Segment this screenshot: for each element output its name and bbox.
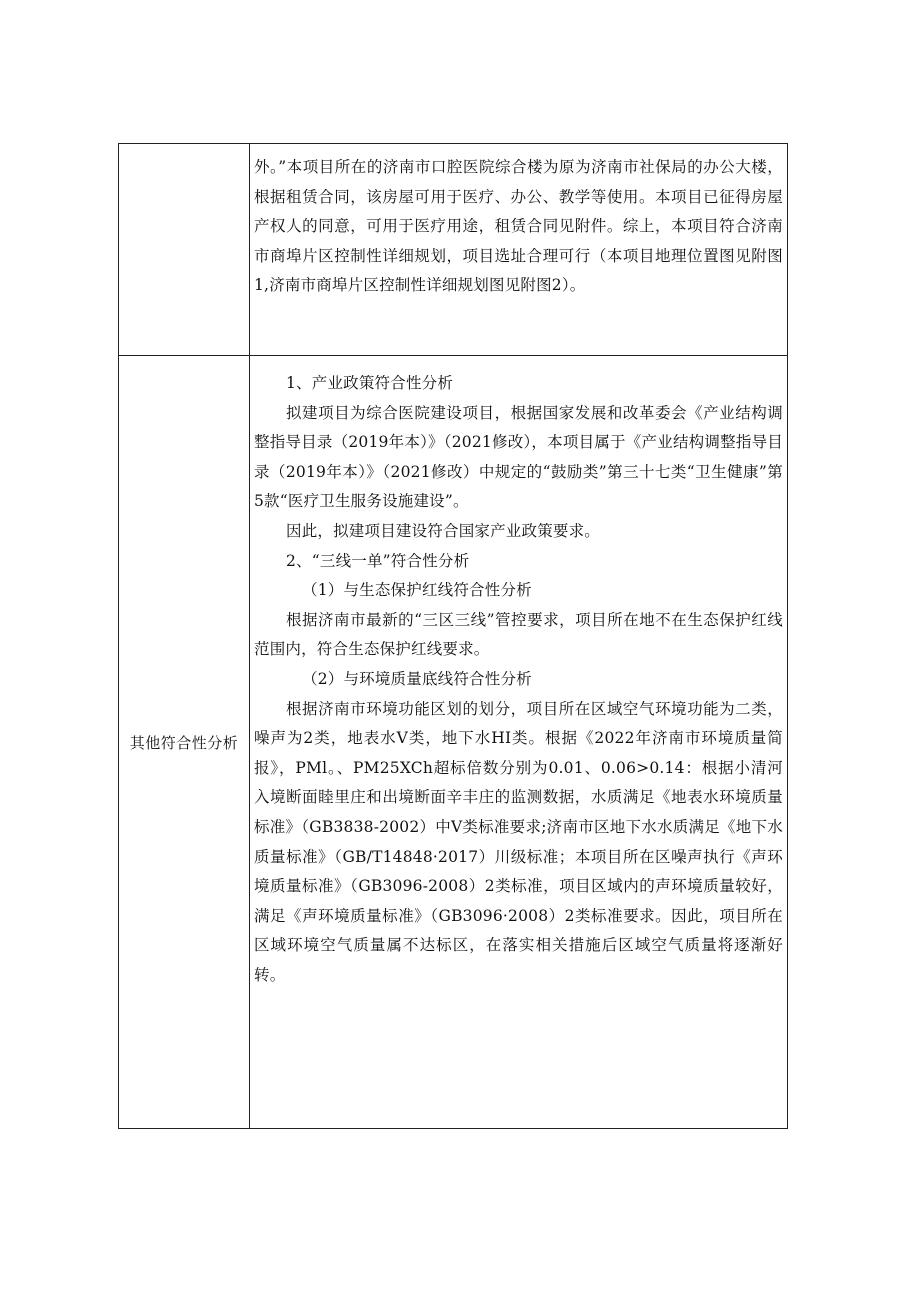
paragraph-policy-conclusion: 因此，拟建项目建设符合国家产业政策要求。	[286, 521, 601, 540]
table-row	[119, 144, 788, 356]
subheading-environmental-quality: （2）与环境质量底线符合性分析	[302, 669, 532, 688]
content-cell	[250, 144, 788, 356]
subheading-ecological-redline: （1）与生态保护红线符合性分析	[302, 581, 532, 600]
analysis-table	[118, 143, 788, 1129]
paragraph-environmental-quality: 根据济南市环境功能区划的划分，项目所在区域空气环境功能为二类，噪声为2类，地表水V类，地下水HI类。根据《2022年济南市环境质量简报》，PMl。、PM25XCh超标倍数分别为0.01、0.06>0.14：根据小清河入境断面睦里庄和出境断面辛丰庄的监测数据，水质满足《地表水环境质量标准》（GB3838-2002）中V类标准要求;济南市区地下水水质满足《地下水质量标准》（GB/T14848·2017）川级标准；本项目所在区噪声执行《声环境质量标准》（GB3096-2008）2类标准，项目区域内的声环境质量较好，满足《声环境质量标准》（GB3096·2008）2类标准要求。因此，项目所在区域环境空气质量属不达标区，在落实相关措施后区域空气质量将逐渐好转。	[254, 699, 783, 984]
paragraph-ecological-redline: 根据济南市最新的“三区三线”管控要求，项目所在地不在生态保护红线范围内，符合生态保护红线要求。	[254, 610, 783, 659]
row-label-empty	[119, 144, 250, 356]
section-heading-industry-policy: 1、产业政策符合性分析	[286, 374, 454, 392]
site-selection-paragraph: 外。”本项目所在的济南市口腔医院综合楼为原为济南市社保局的办公大楼，根据租赁合同，该房屋可用于医疗、办公、教学等使用。本项目已征得房屋产权人的同意，可用于医疗用途，租赁合同见附件。综上，本项目符合济南市商埠片区控制性详细规划，项目选址合理可行（本项目地理位置图见附图1,济南市商埠片区控制性详细规划图见附图2）。	[254, 158, 783, 295]
content-cell	[250, 356, 788, 1129]
paragraph-industry-policy: 拟建项目为综合医院建设项目，根据国家发展和改革委会《产业结构调整指导目录（2019年本）》（2021修改），本项目属于《产业结构调整指导目录（2019年本）》（2021修改）中规定的“鼓励类”第三十七类“卫生健康”第5款“医疗卫生服务设施建设”。	[254, 403, 783, 511]
section-heading-three-lines: 2、“三线一单”符合性分析	[286, 551, 470, 570]
row-label: 其他符合性分析	[119, 356, 250, 1129]
table-row	[119, 356, 788, 1129]
